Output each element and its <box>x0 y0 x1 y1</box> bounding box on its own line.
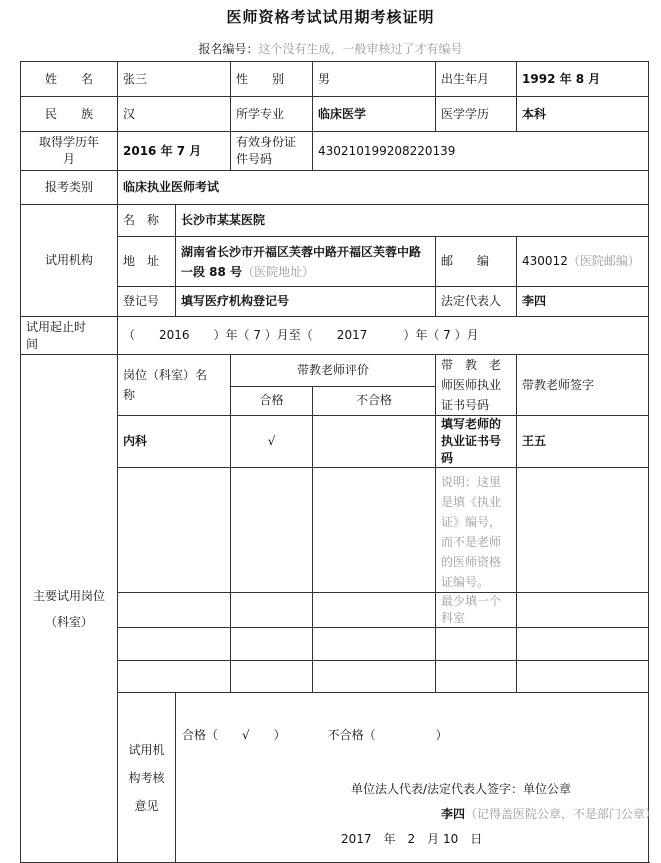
post-pass-1: √ <box>231 416 313 468</box>
post-name-header: 岗位（科室）名 称 <box>118 355 231 416</box>
opinion-signer-line <box>441 806 657 823</box>
opinion-label: 试用机构考核意见 <box>118 693 176 863</box>
ethnicity-label: 民 族 <box>21 97 118 132</box>
exam-category-label: 报考类别 <box>21 171 118 205</box>
ethnicity-value: 汉 <box>118 97 231 132</box>
name-label: 姓 名 <box>21 62 118 97</box>
period-label: 试用起止时 间 <box>21 317 118 355</box>
opinion-signer-hint: （记得盖医院公章，不是部门公章） <box>465 807 658 821</box>
post-cert-4 <box>436 628 517 661</box>
major-value: 临床医学 <box>313 97 436 132</box>
post-fail-2 <box>313 468 436 593</box>
postcode-cell <box>517 237 649 287</box>
degree-date-label: 取得学历年 月 <box>21 132 118 171</box>
post-cert-3: 最少填一个科室 <box>436 593 517 628</box>
opinion-pass-line: 合格（ √ ） 不合格（ ） <box>182 728 448 742</box>
post-pass-4 <box>231 628 313 661</box>
post-name-2 <box>118 468 231 593</box>
registration-label: 报名编号： <box>198 42 259 56</box>
teacher-sign-header: 带教老师签字 <box>517 355 649 416</box>
post-signer-4 <box>517 628 649 661</box>
gender-value: 男 <box>313 62 436 97</box>
post-cert-5 <box>436 661 517 693</box>
institution-address-value: 湖南省长沙市开福区芙蓉中路开福区芙蓉中路一段 88 号 <box>181 244 422 279</box>
exam-category-value: 临床执业医师考试 <box>118 171 649 205</box>
reg-no-value: 填写医疗机构登记号 <box>176 287 436 317</box>
post-name-5 <box>118 661 231 693</box>
major-label: 所学专业 <box>231 97 313 132</box>
id-number-label: 有效身份证件号码 <box>231 132 313 171</box>
opinion-date: 2017 年 2 月 10 日 <box>341 832 483 846</box>
pass-header: 合格 <box>231 386 313 415</box>
institution-name-value: 长沙市某某医院 <box>176 205 649 237</box>
registration-hint: 这个没有生成，一般审核过了才有编号 <box>258 42 463 56</box>
education-value: 本科 <box>517 97 649 132</box>
reg-no-label: 登记号 <box>118 287 176 317</box>
institution-address-label: 地 址 <box>118 237 176 287</box>
post-cert-1: 填写老师的执业证书号码 <box>436 416 517 468</box>
postcode-label: 邮 编 <box>436 237 517 287</box>
fail-header: 不合格 <box>313 386 436 415</box>
post-pass-5 <box>231 661 313 693</box>
institution-address-cell <box>176 237 436 287</box>
post-pass-2 <box>231 468 313 593</box>
post-name-3 <box>118 593 231 628</box>
main-posts-label: 主要试用岗位（科室） <box>21 355 118 863</box>
opinion-sign-line: 单位法人代表/法定代表人签字：单位公章 <box>351 782 572 796</box>
opinion-signer: 李四 <box>441 807 466 821</box>
degree-date-value: 2016 年 7 月 <box>118 132 231 171</box>
institution-name-label: 名 称 <box>118 205 176 237</box>
legal-rep-value: 李四 <box>517 287 649 317</box>
postcode-hint: （医院邮编） <box>567 254 640 268</box>
post-pass-3 <box>231 593 313 628</box>
birth-value: 1992 年 8 月 <box>517 62 649 97</box>
education-label: 医学学历 <box>436 97 517 132</box>
post-signer-1: 王五 <box>517 416 649 468</box>
opinion-cell <box>176 693 658 863</box>
post-name-4 <box>118 628 231 661</box>
teacher-eval-header: 带教老师评价 <box>231 355 436 387</box>
birth-label: 出生年月 <box>436 62 517 97</box>
page-title: 医师资格考试试用期考核证明 <box>226 8 435 26</box>
certificate-form-table <box>20 61 658 863</box>
post-fail-3 <box>313 593 436 628</box>
period-value: （ 2016 ）年（ 7 ）月至（ 2017 ）年（ 7 ）月 <box>118 317 649 355</box>
institution-address-hint: （医院地址） <box>242 264 315 279</box>
post-name-1: 内科 <box>118 416 231 468</box>
teacher-cert-header: 带 教 老 师医师执业证书号码 <box>436 355 517 416</box>
post-fail-5 <box>313 661 436 693</box>
institution-label: 试用机构 <box>21 205 118 317</box>
id-number-value: 430210199208220139 <box>313 132 649 171</box>
post-fail-1 <box>313 416 436 468</box>
legal-rep-label: 法定代表人 <box>436 287 517 317</box>
post-fail-4 <box>313 628 436 661</box>
post-signer-5 <box>517 661 649 693</box>
gender-label: 性 别 <box>231 62 313 97</box>
registration-number-line <box>0 40 661 57</box>
postcode-value: 430012 <box>522 254 568 268</box>
post-signer-2 <box>517 468 649 593</box>
post-cert-2: 说明：这里是填《执业证》编号，而不是老师的医师资格证编号。 <box>436 468 517 593</box>
name-value: 张三 <box>118 62 231 97</box>
post-signer-3 <box>517 593 649 628</box>
